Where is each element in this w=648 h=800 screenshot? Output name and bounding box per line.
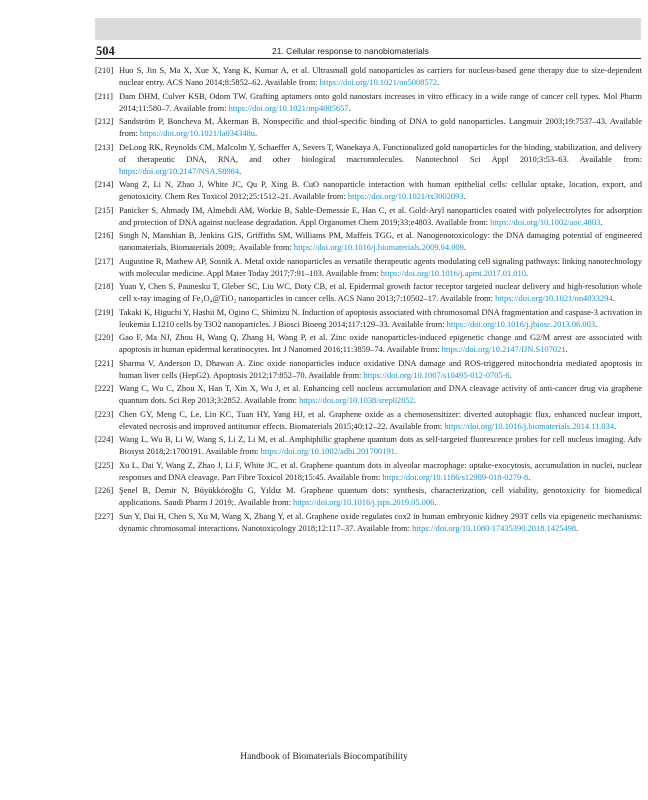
reference-tail: . [509, 369, 512, 380]
reference-item [95, 178, 642, 202]
reference-body: Takaki K, Higuchi Y, Hashii M, Ogino C, Shimizu N. Induction of apoptosis associated with chromosomal DNA fragmentation and caspase-3 activation in leukemia L1210 cells by TiO2 nanoparticles. J Biosci Bioeng 2014;117:129–33. Available from: [119, 306, 642, 329]
reference-number: [210] [95, 65, 114, 75]
reference-text [119, 382, 642, 406]
reference-text [119, 255, 642, 279]
reference-tail: . [612, 293, 615, 304]
reference-item [95, 64, 642, 88]
reference-doi-link[interactable]: https://doi.org/10.1016/j.apmt.2017.01.010 [380, 267, 526, 278]
reference-tail: . [255, 128, 258, 139]
reference-doi-link[interactable]: https://doi.org/10.1016/j.jsps.2019.05.006 [292, 497, 435, 508]
reference-item [95, 306, 642, 330]
reference-tail: . [595, 318, 598, 329]
reference-item [95, 357, 642, 381]
reference-tail: . [348, 102, 351, 113]
reference-text [119, 229, 642, 253]
reference-number: [223] [95, 408, 114, 419]
reference-doi-link[interactable]: https://doi.org/10.1016/j.biomaterials.2009.04.009 [293, 242, 464, 253]
reference-doi-link[interactable]: https://doi.org/10.1016/j.biomaterials.2014.11.034 [444, 420, 615, 431]
reference-body: Panicker S, Ahmady IM, Almehdi AM, Workie B, Sahle-Demessie E, Han C, et al. Gold-Aryl nanoparticles coated with polyelectrolytes for adsorption and protection of DNA against nuclease degradation. Appl Organomet Chem 2019;33:e4803. Available from: [119, 204, 642, 227]
reference-body: Yuan Y, Chen S, Paunesku T, Gleber SC, Liu WC, Doty CB, et al. Epidermal growth factor receptor targeted nuclear delivery and high-resolution whole cell x-ray imaging of Fe₃O₄@TiO₂ nanoparticles in cancer cells. ACS Nano 2013;7:10502–17. Available from: [119, 281, 642, 304]
reference-item [95, 229, 642, 253]
reference-doi-link[interactable]: https://doi.org/10.1021/la034348u [139, 128, 256, 139]
reference-body: Xu L, Dai Y, Wang Z, Zhao J, Li F, White JC, et al. Graphene quantum dots in alveolar macrophage: uptake-exocytosis, accumulation in nuclei, nuclear responses and DNA cleavage. Part Fibre Toxicol 2018;15:45. Available from: [119, 459, 642, 482]
reference-doi-link[interactable]: https://doi.org/10.1080/17435390.2018.1425498 [412, 522, 577, 533]
reference-tail: . [394, 446, 397, 457]
reference-tail: . [576, 522, 579, 533]
reference-doi-link[interactable]: https://doi.org/10.1038/srep02852 [299, 395, 414, 406]
reference-doi-link[interactable]: https://doi.org/10.1002/aoc.4803 [490, 216, 601, 227]
reference-doi-link[interactable]: https://doi.org/10.1021/nn5008572 [319, 77, 438, 88]
reference-body: Chen GY, Meng C, Le, Lin KC, Tuan HY, Yang HJ, et al. Graphene oxide as a chemosensitizer: diverted autophagic flux, enhanced nuclear import, elevated necrosis and improved antitumor effects. Biomaterials 2015;40:12–22. Available from: [119, 408, 642, 431]
reference-item [95, 433, 642, 457]
reference-doi-link[interactable]: https://doi.org/10.1016/j.jbiosc.2013.06.003 [446, 318, 596, 329]
reference-text [119, 115, 642, 139]
running-head: 21. Cellular response to nanobiomaterials [272, 46, 429, 56]
reference-body: DeLong RK, Reynolds CM, Malcolm Y, Schaeffer A, Severs T, Wanekaya A. Functionalized gold nanoparticles for the binding, stabilization, and delivery of therapeutic DNA, RNA, and other biological macromolecules. Nanotechnol Sci Appl 2010;3:53–63. Available from: [119, 141, 642, 164]
page-number: 504 [96, 44, 115, 58]
reference-item [95, 331, 642, 355]
reference-text [119, 459, 642, 483]
reference-tail: . [600, 216, 603, 227]
reference-tail: . [437, 77, 440, 88]
footer-book-title: Handbook of Biomaterials Biocompatibility [240, 752, 408, 762]
reference-number: [212] [95, 116, 114, 126]
reference-number: [221] [95, 357, 114, 368]
reference-number: [217] [95, 255, 114, 266]
reference-body: Wang Z, Li N, Zhao J, White JC, Qu P, Xing B. CuO nanoparticle interaction with human epithelial cells: cellular uptake, location, export, and genotoxicity. Chem Res Toxicol 2012;25:1512–21. Available from: [119, 179, 642, 202]
reference-body: Dam DHM, Culver KSB, Odom TW. Grafting aptamers onto gold nanostars increases in vitro efficacy in a wide range of cancer cell types. Mol Pharm 2014;11:580–7. Available from: [119, 90, 642, 113]
reference-doi-link[interactable]: https://doi.org/10.1007/s10495-012-0705-6 [363, 369, 510, 380]
reference-body: Singh N, Manshian B, Jenkins GJS, Griffiths SM, Williams PM, Maffeis TGG, et al. Nanogenotoxicology: the DNA damaging potential of engineered nanomaterials. Biomaterials 2009;. Available from: [119, 230, 642, 253]
reference-number: [214] [95, 179, 114, 190]
reference-number: [213] [95, 141, 114, 152]
reference-tail: . [434, 497, 437, 508]
reference-tail: . [525, 267, 529, 278]
reference-tail: . [565, 344, 568, 355]
header-bar [95, 18, 641, 40]
reference-number: [225] [95, 459, 114, 470]
reference-number: [211] [95, 90, 113, 101]
reference-body: Sharma V, Anderson D, Dhawan A. Zinc oxide nanoparticles induce oxidative DNA damage and ROS-triggered mitochondria mediated apoptosis in human liver cells (HepG2). Apoptosis 2012;17:852–70. Available from: [119, 357, 642, 380]
reference-doi-link[interactable]: https://doi.org/10.1021/tx3002093 [347, 191, 464, 202]
reference-number: [227] [95, 510, 114, 521]
reference-body: Wang C, Wu C, Zhou X, Han T, Xin X, Wu J, et al. Enhancing cell nucleus accumulation and DNA cleavage activity of anti-cancer drug via graphene quantum dots. Sci Rep 2013;3:2852. Available from: [119, 383, 642, 406]
reference-tail: . [614, 420, 617, 431]
reference-item [95, 408, 642, 432]
reference-body: Şenel B, Demir N, Büyükköroğlu G, Yıldız M. Graphene quantum dots: synthesis, characterization, cell viability, genotoxicity for biomedical applications. Saudi Pharm J 2019;. Available from: [119, 485, 642, 508]
reference-doi-link[interactable]: https://doi.org/10.1021/nn4033294 [495, 293, 613, 304]
reference-tail: . [413, 395, 416, 406]
reference-tail: . [239, 165, 242, 176]
reference-text [119, 331, 642, 355]
reference-item [95, 204, 642, 228]
reference-number: [222] [95, 383, 114, 394]
reference-text [119, 357, 642, 381]
reference-number: [215] [95, 204, 114, 215]
reference-number: [216] [95, 230, 114, 241]
reference-doi-link[interactable]: https://doi.org/10.1021/mp4005657 [228, 102, 349, 113]
reference-item [95, 255, 642, 279]
reference-body: Augustine R, Mathew AP, Sosnik A. Metal oxide nanoparticles as versatile therapeutic agents modulating cell signaling pathways: linking nanotechnology with molecular medicine. Appl Mater Today 2017;7:91–103. Available from: [119, 255, 642, 278]
reference-item [95, 484, 642, 508]
reference-doi-link[interactable]: https://doi.org/10.2147/IJN.S107021 [441, 344, 566, 355]
reference-item [95, 90, 642, 114]
reference-text [119, 204, 642, 228]
reference-number: [224] [95, 434, 114, 445]
reference-tail: . [528, 471, 531, 482]
reference-text [119, 306, 642, 330]
reference-item [95, 115, 642, 139]
reference-body: Sandström P, Boncheva M, Åkerman B. Nonspecific and thiol-specific binding of DNA to gold nanoparticles. Langmuir 2003;19:7537–43. Available from: [119, 116, 642, 139]
header-rule [95, 58, 641, 59]
reference-text [119, 178, 642, 202]
reference-doi-link[interactable]: https://doi.org/10.2147/NSA.S8984 [119, 165, 240, 176]
reference-tail: . [463, 242, 466, 253]
reference-tail: . [463, 191, 466, 202]
reference-number: [219] [95, 306, 114, 317]
reference-text [119, 90, 642, 114]
reference-number: [226] [95, 485, 114, 496]
reference-item [95, 382, 642, 406]
reference-doi-link[interactable]: https://doi.org/10.1002/adbi.201700191 [260, 446, 395, 457]
reference-doi-link[interactable]: https://doi.org/10.1186/s12989-018-0279-8 [382, 471, 529, 482]
reference-number: [220] [95, 332, 114, 343]
reference-text [119, 280, 642, 304]
reference-body: Sun Y, Dai H, Chen S, Xu M, Wang X, Zhang Y, et al. Graphene oxide regulates cox2 in human embryonic kidney 293T cells via epigenetic mechanisms: dynamic chromosomal interactions. Nanotoxicology 2018;12:117–37. Available from: [119, 510, 642, 533]
reference-text [119, 64, 642, 88]
reference-text [119, 510, 642, 534]
reference-text [119, 408, 642, 432]
reference-item [95, 280, 642, 304]
reference-body: Gao F, Ma NJ, Zhou H, Wang Q, Zhang H, Wang P, et al. Zinc oxide nanoparticles-induced epigenetic change and G2/M arrest are associated with apoptosis in human epidermal keratinocytes. Int J Nanomed 2016;11:3859–74. Available from: [119, 332, 642, 355]
reference-text [119, 141, 642, 177]
reference-text [119, 433, 642, 457]
reference-item [95, 459, 642, 483]
reference-text [119, 484, 642, 508]
reference-number: [218] [95, 281, 114, 292]
reference-body: Huo S, Jin S, Ma X, Xue X, Yang K, Kumar A, et al. Ultrasmall gold nanoparticles as carriers for nucleus-based gene therapy due to size-dependent nuclear entry. ACS Nano 2014;8:5852–62. Available from: [119, 65, 642, 88]
reference-body: Wang L, Wu B, Li W, Wang S, Li Z, Li M, et al. Amphiphilic graphene quantum dots as self-targeted fluorescence probes for cell nucleus imaging. Adv Biosyst 2018;2:1700191. Available from: [119, 434, 642, 457]
reference-list [95, 64, 642, 535]
reference-item [95, 141, 642, 177]
reference-item [95, 510, 642, 534]
